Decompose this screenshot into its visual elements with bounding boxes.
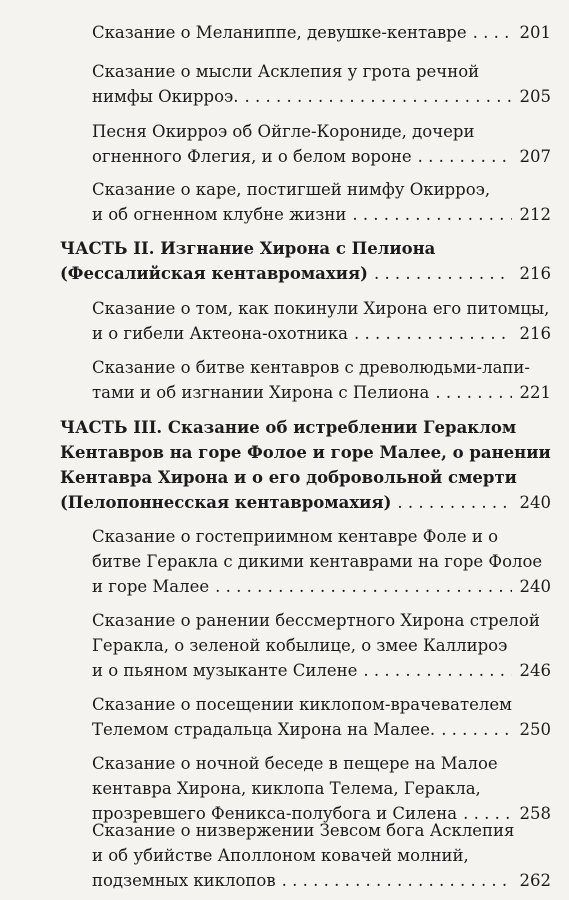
page-number: 221 xyxy=(519,383,551,402)
dot-leader xyxy=(418,144,512,169)
page-number: 240 xyxy=(519,493,551,512)
entry-title-line: подземных киклопов xyxy=(92,871,276,890)
page-number: 246 xyxy=(519,661,551,680)
dot-leader xyxy=(282,868,512,893)
toc-entry xyxy=(92,119,551,169)
dot-leader xyxy=(363,658,511,683)
entry-title-line: Сказание о гостеприимном кентавре Фоле и о xyxy=(92,527,499,546)
toc-entry xyxy=(92,608,551,683)
toc-part-heading xyxy=(60,415,551,515)
page-number: 201 xyxy=(519,23,551,42)
page-number: 262 xyxy=(519,871,551,890)
toc-entry xyxy=(92,59,551,109)
entry-title-line: Сказание о ночной беседе в пещере на Малое xyxy=(92,754,498,773)
dot-leader xyxy=(435,380,511,405)
entry-title-line: и о пьяном музыканте Силене xyxy=(92,661,358,680)
entry-title-line: и об огненном клубне жизни xyxy=(92,205,347,224)
page-number: 250 xyxy=(519,720,551,739)
part-title-line: ЧАСТЬ II. Изгнание Хирона с Пелиона xyxy=(60,239,436,258)
entry-title-line: битве Геракла с дикими кентаврами на горе Фолое xyxy=(92,552,543,571)
entry-title-line: тами и об изгнании Хирона с Пелиона xyxy=(92,383,430,402)
entry-title-line: Сказание о Меланиппе, девушке-кентавре xyxy=(92,23,467,42)
part-title-line: (Фессалийская кентавромахия) xyxy=(60,264,368,283)
page-number: 216 xyxy=(519,324,551,343)
entry-title-line: Геракла, о зеленой кобылице, о змее Каллироэ xyxy=(92,636,508,655)
entry-title-line: Сказание о мысли Асклепия у грота речной xyxy=(92,62,480,81)
page-number: 258 xyxy=(519,804,551,823)
toc-entry xyxy=(92,751,551,826)
part-title-line: Кентавров на горе Фолое и горе Малее, о ранении xyxy=(60,443,551,462)
part-title-line: Кентавра Хирона и о его добровольной смерти xyxy=(60,468,517,487)
toc-entry xyxy=(92,355,551,405)
entry-title-line: Сказание о каре, постигшей нимфу Окирроэ, xyxy=(92,180,491,199)
dot-leader xyxy=(354,321,512,346)
toc-entry xyxy=(92,296,551,346)
entry-title-line: Песня Окирроэ об Ойгле-Корониде, дочери xyxy=(92,122,475,141)
entry-title-line: огненного Флегия, и о белом вороне xyxy=(92,147,412,166)
dot-leader xyxy=(245,84,512,109)
entry-title-line: и горе Малее xyxy=(92,577,210,596)
toc-entry xyxy=(92,692,551,742)
part-title-line: (Пелопоннесская кентавромахия) xyxy=(60,493,392,512)
page-number: 240 xyxy=(519,577,551,596)
page-number: 205 xyxy=(519,87,551,106)
dot-leader xyxy=(441,717,511,742)
entry-title-line: кентавра Хирона, киклопа Телема, Геракла, xyxy=(92,779,481,798)
toc-entry xyxy=(92,20,551,45)
toc-part-heading xyxy=(60,236,551,286)
entry-title-line: Сказание о ранении бессмертного Хирона стрелой xyxy=(92,611,540,630)
entry-title-line: нимфы Окирроэ. xyxy=(92,87,239,106)
entry-title-line: Сказание о битве кентавров с древолюдьми-лапи- xyxy=(92,358,530,377)
page-number: 212 xyxy=(519,205,551,224)
dot-leader xyxy=(215,574,511,599)
entry-title-line: и об убийстве Аполлоном ковачей молний, xyxy=(92,846,469,865)
entry-title-line: Сказание о том, как покинули Хирона его питомцы, xyxy=(92,299,550,318)
toc-entry xyxy=(92,818,551,893)
page-number: 216 xyxy=(519,264,551,283)
part-title-line: ЧАСТЬ III. Сказание об истреблении Гераклом xyxy=(60,418,517,437)
toc-entry xyxy=(92,524,551,599)
entry-title-line: и о гибели Актеона-охотника xyxy=(92,324,348,343)
toc-entry xyxy=(92,177,551,227)
dot-leader xyxy=(397,490,511,515)
entry-title-line: Телемом страдальца Хирона на Малее. xyxy=(92,720,436,739)
page-number: 207 xyxy=(519,147,551,166)
dot-leader xyxy=(473,20,512,45)
entry-title-line: прозревшего Феникса-полубога и Силена xyxy=(92,804,458,823)
dot-leader xyxy=(352,202,511,227)
dot-leader xyxy=(374,261,512,286)
entry-title-line: Сказание о посещении киклопом-врачевателем xyxy=(92,695,512,714)
entry-title-line: Сказание о низвержении Зевсом бога Асклепия xyxy=(92,821,515,840)
